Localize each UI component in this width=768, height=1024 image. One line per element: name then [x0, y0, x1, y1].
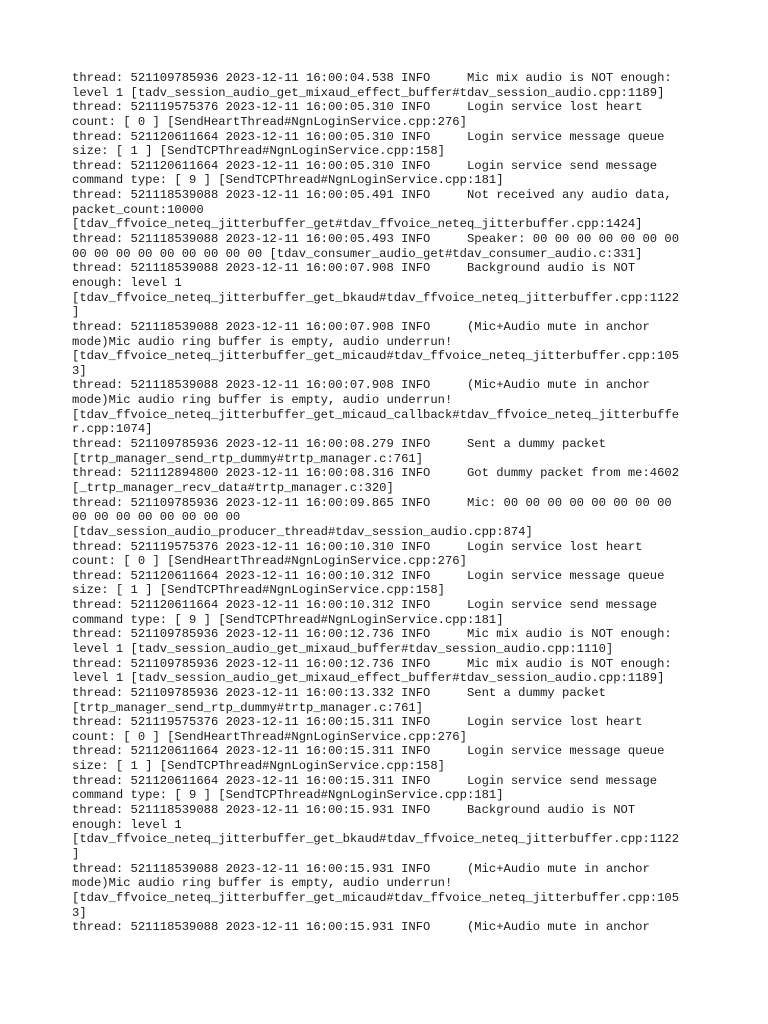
- log-line: thread: 521119575376 2023-12-11 16:00:15.311 INFO Login service lost heart: [72, 715, 643, 730]
- log-line: thread: 521118539088 2023-12-11 16:00:07.908 INFO Background audio is NOT: [72, 261, 636, 276]
- log-line: 00 00 00 00 00 00 00 00: [72, 510, 241, 525]
- log-line: 3]: [72, 905, 87, 920]
- log-line: enough: level 1: [72, 275, 182, 290]
- log-line: size: [ 1 ] [SendTCPThread#NgnLoginService.cpp:158]: [72, 144, 445, 159]
- log-line: command type: [ 9 ] [SendTCPThread#NgnLoginService.cpp:181]: [72, 173, 504, 188]
- log-line: thread: 521118539088 2023-12-11 16:00:05.491 INFO Not received any audio data,: [72, 188, 672, 203]
- log-line: thread: 521118539088 2023-12-11 16:00:07.908 INFO (Mic+Audio mute in anchor: [72, 378, 650, 393]
- log-line: [trtp_manager_send_rtp_dummy#trtp_manager.c:761]: [72, 700, 424, 715]
- log-document: [72, 71, 704, 935]
- log-line: thread: 521120611664 2023-12-11 16:00:05.310 INFO Login service send message: [72, 158, 658, 173]
- log-line: [tdav_ffvoice_neteq_jitterbuffer_get_micaud#tdav_ffvoice_neteq_jitterbuffer.cpp:105: [72, 349, 680, 364]
- log-line: thread: 521120611664 2023-12-11 16:00:10.312 INFO Login service message queue: [72, 568, 665, 583]
- log-line: thread: 521109785936 2023-12-11 16:00:12.736 INFO Mic mix audio is NOT enough:: [72, 656, 672, 671]
- log-line: [tdav_ffvoice_neteq_jitterbuffer_get#tdav_ffvoice_neteq_jitterbuffer.cpp:1424]: [72, 217, 643, 232]
- log-line: thread: 521109785936 2023-12-11 16:00:08.279 INFO Sent a dummy packet: [72, 437, 606, 452]
- log-line: level 1 [tadv_session_audio_get_mixaud_effect_buffer#tdav_session_audio.cpp:1189]: [72, 85, 665, 100]
- log-line: thread: 521112894800 2023-12-11 16:00:08.316 INFO Got dummy packet from me:4602: [72, 466, 680, 481]
- log-line: thread: 521120611664 2023-12-11 16:00:05.310 INFO Login service message queue: [72, 129, 665, 144]
- log-line: thread: 521120611664 2023-12-11 16:00:10.312 INFO Login service send message: [72, 598, 658, 613]
- log-body: [72, 71, 704, 935]
- log-line: mode)Mic audio ring buffer is empty, audio underrun!: [72, 876, 453, 891]
- log-line: size: [ 1 ] [SendTCPThread#NgnLoginService.cpp:158]: [72, 759, 445, 774]
- log-line: count: [ 0 ] [SendHeartThread#NgnLoginService.cpp:276]: [72, 114, 467, 129]
- log-line: thread: 521118539088 2023-12-11 16:00:07.908 INFO (Mic+Audio mute in anchor: [72, 319, 650, 334]
- log-line: r.cpp:1074]: [72, 422, 153, 437]
- log-line: [_trtp_manager_recv_data#trtp_manager.c:320]: [72, 480, 394, 495]
- log-line: thread: 521120611664 2023-12-11 16:00:15.311 INFO Login service message queue: [72, 744, 665, 759]
- log-line: packet_count:10000: [72, 202, 204, 217]
- log-line: level 1 [tadv_session_audio_get_mixaud_buffer#tdav_session_audio.cpp:1110]: [72, 641, 614, 656]
- log-line: thread: 521118539088 2023-12-11 16:00:05.493 INFO Speaker: 00 00 00 00 00 00 00: [72, 232, 680, 247]
- log-line: ]: [72, 846, 80, 861]
- log-line: thread: 521118539088 2023-12-11 16:00:15.931 INFO (Mic+Audio mute in anchor: [72, 861, 650, 876]
- log-line: level 1 [tadv_session_audio_get_mixaud_effect_buffer#tdav_session_audio.cpp:1189]: [72, 671, 665, 686]
- log-line: thread: 521118539088 2023-12-11 16:00:15.931 INFO Background audio is NOT: [72, 803, 636, 818]
- log-line: 3]: [72, 363, 87, 378]
- log-line: thread: 521109785936 2023-12-11 16:00:13.332 INFO Sent a dummy packet: [72, 685, 606, 700]
- log-line: thread: 521109785936 2023-12-11 16:00:12.736 INFO Mic mix audio is NOT enough:: [72, 627, 672, 642]
- log-line: thread: 521109785936 2023-12-11 16:00:04.538 INFO Mic mix audio is NOT enough:: [72, 71, 672, 85]
- log-line: command type: [ 9 ] [SendTCPThread#NgnLoginService.cpp:181]: [72, 612, 504, 627]
- log-line: ]: [72, 305, 80, 320]
- log-line: enough: level 1: [72, 817, 182, 832]
- log-line: [tdav_session_audio_producer_thread#tdav_session_audio.cpp:874]: [72, 524, 533, 539]
- log-line: [tdav_ffvoice_neteq_jitterbuffer_get_bkaud#tdav_ffvoice_neteq_jitterbuffer.cpp:1122: [72, 290, 680, 305]
- log-line: [tdav_ffvoice_neteq_jitterbuffer_get_bkaud#tdav_ffvoice_neteq_jitterbuffer.cpp:1122: [72, 832, 680, 847]
- log-line: [trtp_manager_send_rtp_dummy#trtp_manager.c:761]: [72, 451, 424, 466]
- log-line: size: [ 1 ] [SendTCPThread#NgnLoginService.cpp:158]: [72, 583, 445, 598]
- log-line: thread: 521119575376 2023-12-11 16:00:10.310 INFO Login service lost heart: [72, 539, 643, 554]
- log-line: [tdav_ffvoice_neteq_jitterbuffer_get_micaud_callback#tdav_ffvoice_neteq_jitterbuffe: [72, 407, 680, 422]
- log-line: 00 00 00 00 00 00 00 00 00 [tdav_consumer_audio_get#tdav_consumer_audio.c:331]: [72, 246, 643, 261]
- log-line: thread: 521118539088 2023-12-11 16:00:15.931 INFO (Mic+Audio mute in anchor: [72, 920, 650, 935]
- log-line: thread: 521109785936 2023-12-11 16:00:09.865 INFO Mic: 00 00 00 00 00 00 00 00: [72, 495, 672, 510]
- log-line: thread: 521119575376 2023-12-11 16:00:05.310 INFO Login service lost heart: [72, 100, 643, 115]
- log-line: [tdav_ffvoice_neteq_jitterbuffer_get_micaud#tdav_ffvoice_neteq_jitterbuffer.cpp:105: [72, 890, 680, 905]
- log-line: mode)Mic audio ring buffer is empty, audio underrun!: [72, 334, 453, 349]
- log-line: command type: [ 9 ] [SendTCPThread#NgnLoginService.cpp:181]: [72, 788, 504, 803]
- log-line: count: [ 0 ] [SendHeartThread#NgnLoginService.cpp:276]: [72, 554, 467, 569]
- log-line: mode)Mic audio ring buffer is empty, audio underrun!: [72, 393, 453, 408]
- log-line: thread: 521120611664 2023-12-11 16:00:15.311 INFO Login service send message: [72, 773, 658, 788]
- log-line: count: [ 0 ] [SendHeartThread#NgnLoginService.cpp:276]: [72, 729, 467, 744]
